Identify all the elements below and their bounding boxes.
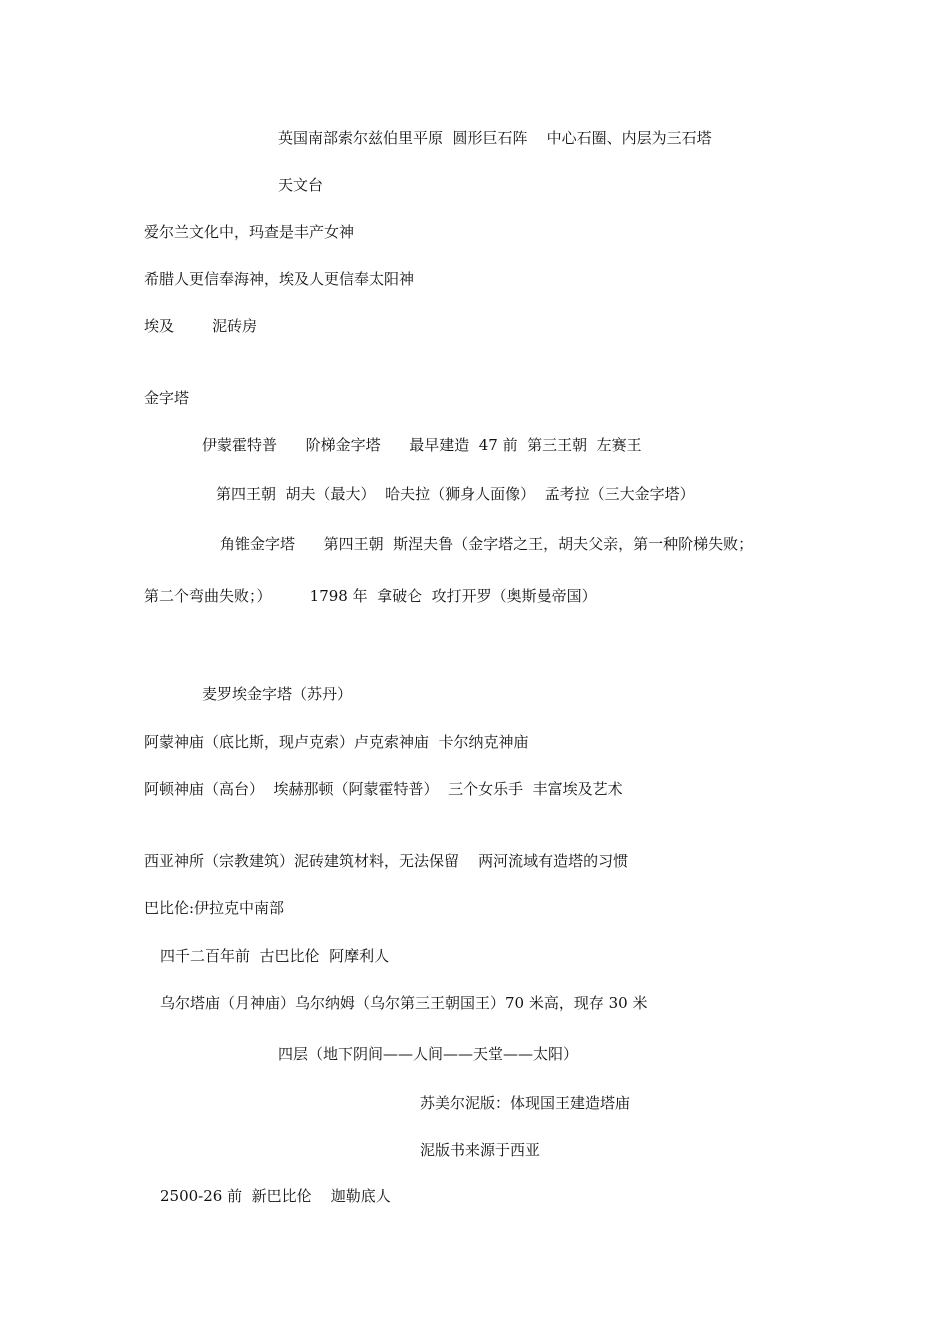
text-line-greece-egypt: 希腊人更信奉海神，埃及人更信奉太阳神 (144, 270, 415, 288)
text-line-neo-babylon: 2500-26 前 新巴比伦 迦勒底人 (160, 1187, 391, 1205)
text-line-old-babylon: 四千二百年前 古巴比伦 阿摩利人 (160, 947, 390, 965)
text-line-stonehenge: 英国南部索尔兹伯里平原 圆形巨石阵 中心石圈、内层为三石塔 (278, 129, 712, 147)
text-line-aten-temple: 阿顿神庙（高台） 埃赫那顿（阿蒙霍特普） 三个女乐手 丰富埃及艺术 (144, 780, 623, 798)
text-line-bent-pyramid: 第二个弯曲失败；） 1798 年 拿破仑 攻打开罗（奥斯曼帝国） (144, 587, 597, 605)
text-line-ireland: 爱尔兰文化中，玛查是丰产女神 (144, 223, 355, 241)
text-line-west-asia: 西亚神所（宗教建筑）泥砖建筑材料，无法保留 两河流域有造塔的习惯 (144, 852, 629, 870)
text-line-four-levels: 四层（地下阴间——人间——天堂——太阳） (278, 1045, 579, 1063)
text-line-ur-ziggurat: 乌尔塔庙（月神庙）乌尔纳姆（乌尔第三王朝国王）70 米高，现存 30 米 (160, 994, 648, 1012)
text-line-pyramid-cone: 角锥金字塔 第四王朝 斯涅夫鲁（金字塔之王，胡夫父亲，第一种阶梯失败； (220, 535, 754, 553)
text-line-pyramid-heading: 金字塔 (144, 389, 190, 407)
text-line-meroe: 麦罗埃金字塔（苏丹） (202, 685, 353, 703)
text-line-sumer-tablet: 苏美尔泥版：体现国王建造塔庙 (420, 1094, 631, 1112)
text-line-amun-temple: 阿蒙神庙（底比斯，现卢克索）卢克索神庙 卡尔纳克神庙 (144, 733, 529, 751)
text-line-babylon: 巴比伦:伊拉克中南部 (144, 899, 285, 917)
text-line-egypt-mudbrick: 埃及 泥砖房 (144, 317, 258, 335)
text-line-step-pyramid: 伊蒙霍特普 阶梯金字塔 最早建造 47 前 第三王朝 左赛王 (202, 436, 642, 454)
text-line-fourth-dynasty: 第四王朝 胡夫（最大） 哈夫拉（狮身人面像） 孟考拉（三大金字塔） (216, 485, 695, 503)
text-line-observatory: 天文台 (278, 176, 324, 194)
text-line-clay-tablet-origin: 泥版书来源于西亚 (420, 1141, 541, 1159)
